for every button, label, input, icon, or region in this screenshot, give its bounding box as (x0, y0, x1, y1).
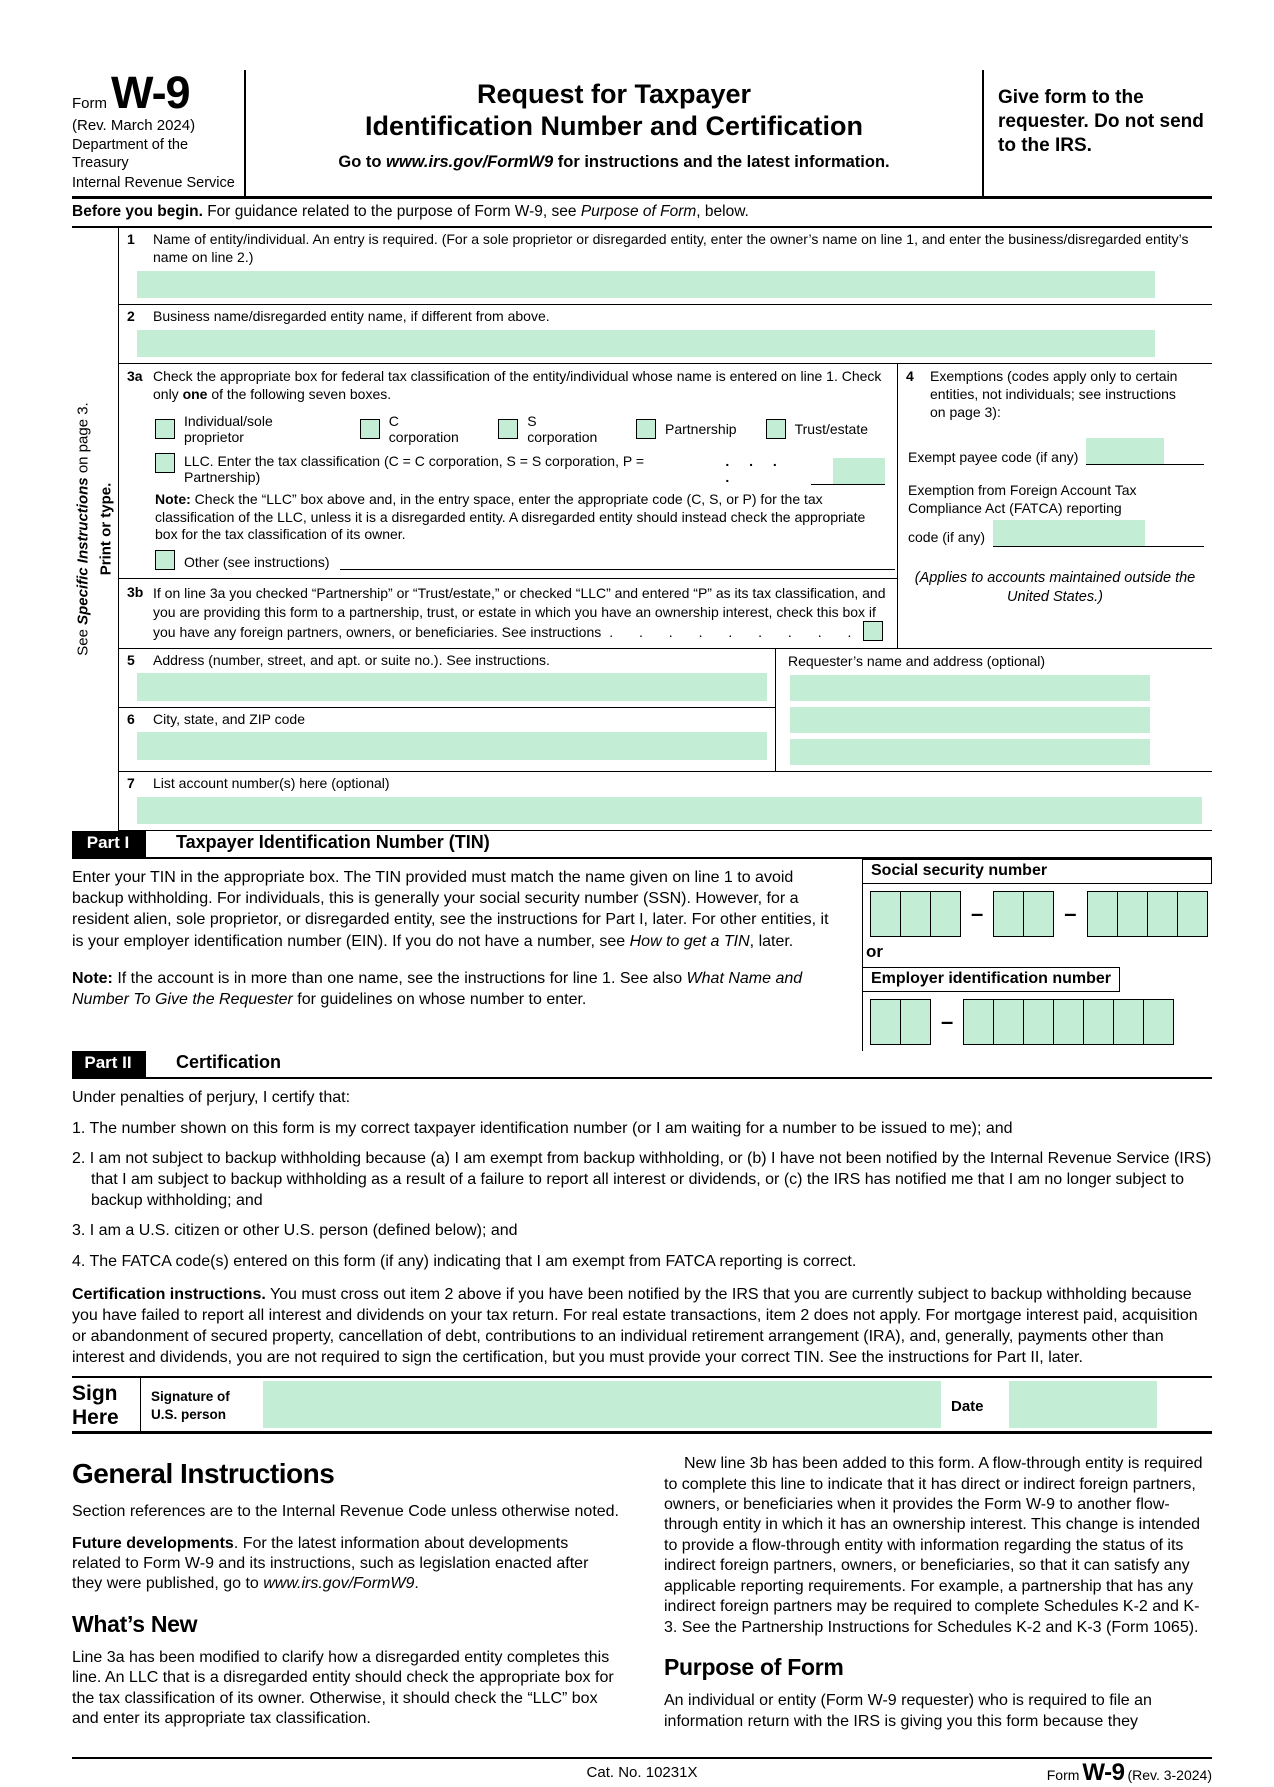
catalog-number: Cat. No. 10231X (586, 1764, 698, 1782)
instructions-left-column (72, 1454, 620, 1743)
option-c-corporation-label: C corporation (388, 412, 459, 445)
requester-address2-input[interactable] (790, 739, 1150, 765)
checkbox-other[interactable] (155, 550, 175, 570)
ssn-digit-box[interactable] (1177, 891, 1208, 937)
line3a-number: 3a (127, 367, 143, 384)
line2-number: 2 (127, 307, 135, 324)
ein-group-2 (963, 999, 1174, 1045)
form-title-block (246, 70, 984, 196)
general-instructions-section (72, 1454, 1212, 1743)
part2-body (72, 1079, 1212, 1376)
line3b-dot-leader: . . . . . . . . . (609, 623, 852, 640)
line5-number: 5 (127, 651, 135, 668)
line7-account-numbers-input[interactable] (137, 797, 1202, 824)
checkbox-partnership[interactable] (636, 419, 656, 439)
footer-form-id: Form W-9 (Rev. 3-2024) (1046, 1759, 1212, 1787)
purpose-of-form-heading: Purpose of Form (664, 1654, 844, 1681)
other-underline (340, 569, 896, 570)
ssn-group-2 (993, 891, 1054, 937)
checkbox-individual-sole-proprietor[interactable] (155, 419, 175, 439)
option-individual-label: Individual/sole proprietor (184, 412, 273, 445)
certification-item-2: 2. I am not subject to backup withholding because (a) I am exempt from backup withholding, or (b) I have not been notified by the Internal Revenue Service (IRS) that I am subject to backup withholding as a result of a failure to report all interest or dividends, or (c) the IRS has notified me that I am no longer subject to backup withholding; and (72, 1150, 1212, 1210)
form-header (72, 67, 1212, 199)
llc-code-underline (811, 458, 885, 485)
requester-name-input[interactable] (790, 675, 1150, 701)
see-specific-instructions-label: See Specific Instructions on page 3. (74, 402, 92, 657)
fatca-label-line2: code (if any) (908, 529, 986, 546)
ein-digit-box[interactable] (870, 999, 901, 1045)
future-developments-paragraph: Future developments. For the latest information about developments related to Form W-9 and its instructions, such as legislation enacted after they were published, go to www.irs.gov/FormW9. (72, 1534, 589, 1593)
line3b-label: If on line 3a you checked “Partnership” or “Trust/estate,” or checked “LLC” and entered “P” as its tax classification, and you are providing this form to a partnership, trust, or estate in which you have an ownership interest, check this box if you have any foreign partners, owners, or beneficiaries. See instructions . . . . . . . . . (153, 585, 886, 640)
line4-number: 4 (906, 367, 914, 384)
purpose-of-form-paragraph: An individual or entity (Form W-9 requester) who is required to file an information return with the IRS is giving you this form because they (664, 1692, 1152, 1730)
form-id-block (72, 67, 246, 196)
line5-label: Address (number, street, and apt. or suite no.). See instructions. (153, 651, 550, 668)
line7-label: List account number(s) here (optional) (153, 774, 390, 791)
fatca-label-line1: Exemption from Foreign Account Tax Compliance Act (FATCA) reporting (908, 481, 1137, 517)
tax-classification-options (155, 413, 897, 445)
instructions-right-column (664, 1454, 1212, 1743)
ssn-digit-box[interactable] (900, 891, 931, 937)
part1-body (72, 859, 1212, 1051)
ssn-dash: – (971, 900, 984, 926)
section-references-paragraph: Section references are to the Internal Revenue Code unless otherwise noted. (72, 1503, 619, 1521)
ssn-group-3 (1087, 891, 1208, 937)
department-of-treasury: Department of the Treasury (72, 136, 189, 171)
ein-digit-box[interactable] (1053, 999, 1084, 1045)
goto-instructions: Go to www.irs.gov/FormW9 for instructions and the latest information. (338, 152, 890, 171)
print-or-type-sidebar (72, 228, 118, 831)
ein-digit-box[interactable] (1113, 999, 1144, 1045)
checkbox-llc[interactable] (155, 453, 175, 473)
llc-dot-leader: . . . . (725, 452, 777, 485)
requester-address-input[interactable] (790, 707, 1150, 733)
ein-digit-box[interactable] (993, 999, 1024, 1045)
ssn-dash: – (1064, 900, 1077, 926)
part1-chip: Part I (72, 831, 146, 857)
option-partnership-label: Partnership (665, 420, 737, 437)
sign-here-section (72, 1376, 1212, 1434)
part1-note: Note: If the account is in more than one name, see the instructions for line 1. See also What Name and Number To Give the Requester for guidelines on whose number to enter. (72, 969, 803, 1009)
ssn-digit-box[interactable] (1147, 891, 1178, 937)
option-individual (155, 413, 331, 445)
ssn-digit-box[interactable] (1117, 891, 1148, 937)
ein-label: Employer identification number (863, 967, 1120, 992)
llc-tax-code-input[interactable] (833, 458, 885, 484)
part2-chip: Part II (72, 1051, 146, 1077)
line4-section (897, 364, 1212, 648)
other-label: Other (see instructions) (184, 554, 330, 571)
ssn-label: Social security number (863, 859, 1212, 884)
llc-label: LLC. Enter the tax classification (C = C corporation, S = S corporation, P = Partnership) (184, 452, 645, 485)
exempt-payee-underline (1086, 438, 1204, 465)
checkbox-s-corporation[interactable] (498, 419, 518, 439)
title-line-2: Identification Number and Certification (364, 111, 864, 142)
line1-row (119, 228, 1212, 305)
before-you-begin: Before you begin. For guidance related to the purpose of Form W-9, see Purpose of Form, below. (72, 199, 1212, 228)
line2-row (119, 305, 1212, 364)
line7-row (119, 772, 1212, 831)
form-revision: (Rev. March 2024) (72, 116, 196, 134)
line6-number: 6 (127, 710, 135, 727)
ssn-group-1 (870, 891, 961, 937)
option-c-corporation (360, 413, 469, 445)
date-input[interactable] (1009, 1381, 1157, 1428)
tin-boxes-area (862, 859, 1212, 1051)
line1-name-input[interactable] (137, 271, 1155, 298)
ssn-digit-box[interactable] (930, 891, 961, 937)
signature-input[interactable] (263, 1381, 941, 1428)
line5-address-input[interactable] (137, 673, 767, 701)
checkbox-c-corporation[interactable] (360, 419, 380, 439)
ssn-digit-box[interactable] (1023, 891, 1054, 937)
fatca-row (906, 481, 1204, 548)
date-label: Date (951, 1398, 984, 1416)
line1-label: Name of entity/individual. An entry is required. (For a sole proprietor or disregarded entity, enter the owner’s name on line 1, and enter the business/disregarded entity’s name on line 2.) (153, 231, 1189, 266)
form-number: W-9 (111, 67, 190, 118)
ein-digit-box[interactable] (1023, 999, 1054, 1045)
requester-section (775, 649, 1212, 771)
page-footer (72, 1757, 1212, 1787)
general-instructions-heading: General Instructions (72, 1458, 335, 1490)
certification-item-4: 4. The FATCA code(s) entered on this form (if any) indicating that I am exempt from FATCA reporting is correct. (72, 1252, 857, 1270)
ein-dash: – (941, 1008, 954, 1034)
applies-note: (Applies to accounts maintained outside the United States.) (914, 570, 1196, 606)
sign-here-label: Sign Here (72, 1382, 119, 1430)
llc-note: Note: Check the “LLC” box above and, in the entry space, enter the appropriate code (C, S, or P) for the tax classification of the LLC, unless it is a disregarded entity. A disregarded entity should instead check the appropriate box for the tax classification of its owner. (155, 490, 866, 543)
option-s-corporation (498, 413, 607, 445)
line6-label: City, state, and ZIP code (153, 710, 306, 727)
ein-digit-box[interactable] (900, 999, 931, 1045)
internal-revenue-service: Internal Revenue Service (72, 175, 235, 191)
ssn-input-row (870, 891, 1210, 937)
exempt-payee-code-input[interactable] (1086, 438, 1164, 464)
line6-city-state-zip-input[interactable] (137, 732, 767, 760)
certification-instructions: Certification instructions. You must cross out item 2 above if you have been notified by the IRS that you are currently subject to backup withholding because you have failed to report all interest and dividends on your tax return. For real estate transactions, item 2 does not apply. For mortgage interest paid, acquisition or abandonment of secured property, cancellation of debt, contributions to an individual retirement arrangement (IRA), and, generally, payments other than interest and dividends, you are not required to sign the certification, but you must provide your correct TIN. See the instructions for Part II, later. (72, 1285, 1198, 1366)
line6-row (119, 707, 775, 766)
signature-label: Signature of U.S. person (151, 1389, 230, 1422)
print-or-type-label: Print or type. (97, 483, 114, 576)
other-row (155, 550, 895, 570)
address-section (119, 649, 1212, 772)
ein-group-1 (870, 999, 931, 1045)
part1-text (72, 859, 862, 1051)
line3a-label: Check the appropriate box for federal tax classification of the entity/individual whose name is entered on line 1. Check only one of the following seven boxes. (153, 367, 882, 402)
llc-row (155, 453, 885, 485)
fatca-code-input[interactable] (993, 520, 1145, 546)
certification-item-3: 3. I am a U.S. citizen or other U.S. person (defined below); and (72, 1222, 518, 1240)
part2-header (72, 1051, 1212, 1079)
option-partnership (636, 419, 737, 439)
line3a-section (119, 364, 897, 580)
line1-number: 1 (127, 231, 135, 248)
requester-label: Requester’s name and address (optional) (788, 652, 1046, 669)
or-label: or (866, 941, 883, 961)
part1-title: Taxpayer Identification Number (TIN) (176, 832, 490, 853)
certification-item-1: 1. The number shown on this form is my correct taxpayer identification number (or I am waiting for a number to be issued to me); and (72, 1119, 1013, 1137)
part2-title: Certification (176, 1052, 282, 1073)
checkbox-trust-estate[interactable] (766, 419, 786, 439)
new-line-3b-paragraph: New line 3b has been added to this form. A flow-through entity is required to complete this line to indicate that it has direct or indirect foreign partners, owners, or beneficiaries when it provides the Form W-9 to another flow-through entity in which it has an ownership interest. This change is intended to provide a flow-through entity with information regarding the status of its indirect foreign partners, owners, or beneficiaries, so that it can satisfy any applicable reporting requirements. For example, a partnership that has any indirect foreign partners may be required to complete Schedules K-2 and K-3. See the Partnership Instructions for Schedules K-2 and K-3 (Form 1065). (664, 1455, 1203, 1636)
line3b-number: 3b (127, 584, 144, 601)
page-title (254, 78, 974, 143)
ein-digit-box[interactable] (963, 999, 994, 1045)
option-s-corporation-label: S corporation (527, 412, 598, 445)
certification-intro: Under penalties of perjury, I certify that: (72, 1088, 351, 1106)
line2-business-name-input[interactable] (137, 330, 1155, 357)
line7-number: 7 (127, 774, 135, 791)
ein-digit-box[interactable] (1083, 999, 1114, 1045)
classification-and-exemptions-section (119, 364, 1212, 649)
exempt-payee-row (906, 438, 1204, 465)
ssn-digit-box[interactable] (1087, 891, 1118, 937)
ein-digit-box[interactable] (1143, 999, 1174, 1045)
line2-label: Business name/disregarded entity name, if different from above. (153, 307, 550, 324)
ssn-digit-box[interactable] (993, 891, 1024, 937)
ein-input-row (870, 999, 1210, 1045)
title-line-1: Request for Taxpayer (476, 79, 752, 109)
whats-new-paragraph: Line 3a has been modified to clarify how a disregarded entity completes this line. An LLC that is a disregarded entity should check the appropriate box for the tax classification of its owner. Otherwise, it should check the “LLC” box and enter its appropriate tax classification. (72, 1648, 614, 1728)
fatca-underline (993, 520, 1204, 547)
part1-paragraph: Enter your TIN in the appropriate box. The TIN provided must match the name given on line 1 to avoid backup withholding. For individuals, this is generally your social security number (SSN). However, for a resident alien, sole proprietor, or disregarded entity, see the instructions for Part I, later. For other entities, it is your employer identification number (EIN). If you do not have a number, see How to get a TIN, later. (72, 868, 829, 950)
whats-new-heading: What’s New (72, 1610, 198, 1637)
line4-label: Exemptions (codes apply only to certain entities, not individuals; see instructions on page 3): (930, 367, 1178, 420)
part1-header (72, 831, 1212, 859)
option-trust-estate (766, 419, 868, 439)
line3b-section (119, 579, 897, 648)
form-fields-table (118, 228, 1212, 831)
option-trust-estate-label: Trust/estate (794, 420, 868, 437)
exempt-payee-label: Exempt payee code (if any) (908, 448, 1079, 465)
irs-url: www.irs.gov/FormW9 (386, 152, 554, 171)
give-form-notice: Give form to the requester. Do not send to the IRS. (998, 87, 1204, 156)
form-word: Form (72, 95, 107, 112)
checkbox-foreign-partners[interactable] (863, 621, 883, 641)
line5-row (119, 649, 775, 707)
ssn-digit-box[interactable] (870, 891, 901, 937)
